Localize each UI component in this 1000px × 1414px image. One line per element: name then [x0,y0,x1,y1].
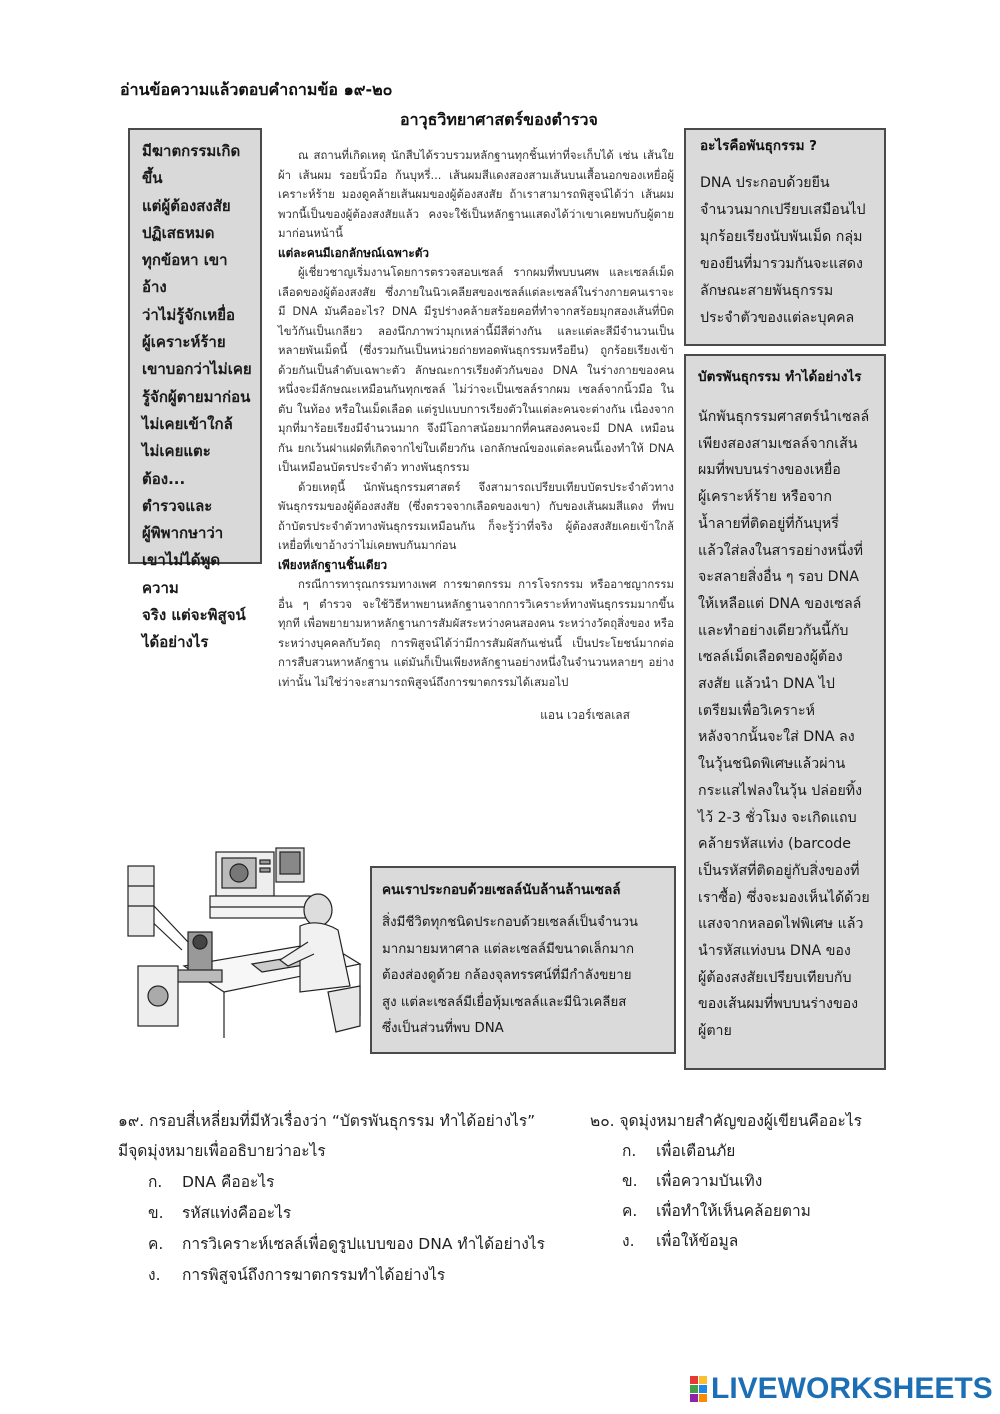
genetic-card-title: บัตรพันธุกรรม ทำได้อย่างไร [698,369,862,385]
genetic-card-box [684,354,886,1070]
left-box-line: รู้จักผู้ตายมาก่อน [142,387,251,406]
option-text: เพื่อความบันเทิง [656,1172,763,1190]
genetic-card-line: หลังจากนั้นจะใส่ DNA ลง [698,729,855,746]
article-author: แอน เวอร์เซลเลส [540,708,630,722]
question-19-stem: ๑๙. กรอบสี่เหลี่ยมที่มีหัวเรื่องว่า “บัตรพันธุกรรม ทำได้อย่างไร” [118,1112,536,1130]
genetic-card-line: เตรียมเพื่อวิเคราะห์ [698,702,815,719]
genetic-card-line: แสงจากหลอดไฟพิเศษ แล้ว [698,916,864,933]
genetic-card-line: ผู้ต้องสงสัยเปรียบเทียบกับ [698,969,852,986]
genetics-box-line: ของยีนที่มารวมกันจะแสดง [700,256,863,272]
genetics-box-line: มุกร้อยเรียงนับพันเม็ด กลุ่ม [700,229,863,245]
left-box-line: ตำรวจและ [142,496,213,515]
left-box-line: ไม่เคยแตะต้อง... [142,442,211,488]
scientist-illustration [124,846,368,1042]
option-text: เพื่อทำให้เห็นคล้อยตาม [656,1202,811,1220]
genetic-card-line: ในวุ้นชนิดพิเศษแล้วผ่าน [698,756,846,773]
left-box-line: ผู้พิพากษาว่า [142,524,224,543]
option-letter: ก. [148,1173,163,1191]
genetics-box-line: DNA ประกอบด้วยยีน [700,175,830,191]
option-letter: ง. [148,1266,161,1284]
genetic-card-line: เราซื้อ) ซึ่งจะมองเห็นได้ด้วย [698,889,870,906]
genetics-box-line: จำนวนมากเปรียบเสมือนไป [700,202,866,218]
option-text: รหัสแท่งคืออะไร [182,1204,292,1222]
cells-box-line: สูง แต่ละเซลล์มีเยื่อหุ้มเซลล์และมีนิวเคลียส [382,994,627,1010]
option-text: DNA คืออะไร [182,1173,275,1191]
article-paragraph: ผู้เชี่ยวชาญเริ่มงานโดยการตรวจสอบเซลล์ รากผมที่พบบนศพ และเซลล์เม็ดเลือดของผู้ต้องสงสัย ซึ่งภายในนิวเคลียสของเซลล์แต่ละเซลล์ในร่างกายคนเราจะมี DNA มันคืออะไร? DNA มีรูปร่างคล้ายสร้อยคอที่ทำจากสร้อยมุกสองเส้นที่บิดไขว้กันเป็นเกลียว ลองนึกภาพว่ามุกเหล่านี้มีสีต่างกัน และแต่ละสีมีจำนวนเป็นหลายพันเม็ดนี้ (ซึ่งรวมกันเป็นหน่วยถ่ายทอดพันธุกรรมหรือยีน) ถูกร้อยเรียงเข้าด้วยกันเป็นลำดับเฉพาะตัว ลักษณะการเรียงตัวกันของ DNA ในร่างกายของคนหนึ่งจะมีลักษณะเหมือนกันทุกเซลล์ ไม่ว่าจะเป็นเซลล์รากผม เซลล์จากนิ้วมือ ในตับ ในท้อง หรือในเม็ดเลือด แต่รูปแบบการเรียงตัวในแต่ละคนจะต่างกัน เนื่องจากมุกที่มาร้อยเรียงมีจำนวนมาก จึงมีโอกาสน้อยมากที่คนสองคนจะมี DNA เหมือนกัน ยกเว้นฝาแฝดที่เกิดจากไข่ใบเดียวกัน เอกลักษณ์ของแต่ละคนนี้เองทำให้ DNA เป็นเหมือนบัตรประจำตัว ทางพันธุกรรม [278,265,674,474]
genetic-card-line: สงสัย แล้วนำ DNA ไป [698,676,835,693]
option-text: เพื่อให้ข้อมูล [656,1232,739,1250]
left-box-line: จริง แต่จะพิสูจน์ [142,606,246,625]
question-19-stem-cont: มีจุดมุ่งหมายเพื่ออธิบายว่าอะไร [118,1142,326,1160]
genetics-box-line: ประจำตัวของแต่ละบุคคล [700,310,855,326]
option-item[interactable] [148,1198,578,1228]
article-paragraph: ณ สถานที่เกิดเหตุ นักสืบได้รวบรวมหลักฐานทุกชิ้นเท่าที่จะเก็บได้ เช่น เส้นใย ผ้า เส้นผม รอยนิ้วมือ ก้นบุหรี่... เส้นผมสีแดงสองสามเส้นบนเสื้อนอกของเหยื่อผู้เคราะห์ร้าย มองดูคล้ายเส้นผมของผู้ต้องสงสัย ถ้าเราสามารถพิสูจน์ได้ว่า เส้นผมพวกนี้เป็นของผู้ต้องสงสัยแล้ว คงจะใช้เป็นหลักฐานแสดงได้ว่าเขาเคยพบกับผู้ตายมาก่อนหน้านี้ [278,148,674,240]
genetic-card-line: ของเส้นผมที่พบบนร่างของ [698,996,859,1013]
genetics-box-title: อะไรคือพันธุกรรม ? [700,138,818,154]
left-box-line: เขาบอกว่าไม่เคย [142,360,252,379]
left-box-line: ได้อย่างไร [142,633,209,652]
option-item[interactable] [148,1229,578,1259]
option-item[interactable] [148,1167,578,1197]
genetic-card-line: คล้ายรหัสแท่ง (barcode [698,836,852,853]
option-letter: ค. [622,1202,638,1220]
article-subheading: แต่ละคนมีเอกลักษณ์เฉพาะตัว [278,245,430,260]
genetics-info-box [684,128,886,346]
left-box-line: ปฏิเสธหมด [142,223,215,242]
left-sidebar-box [128,128,262,652]
cells-box-line: ต้องส่องดูด้วย กล้องจุลทรรศน์ที่มีกำลังขยาย [382,968,632,983]
genetic-card-line: ให้เหลือแต่ DNA ของเซลล์ [698,595,862,612]
option-item[interactable] [622,1166,890,1196]
option-letter: ก. [622,1142,637,1160]
option-item[interactable] [148,1260,578,1290]
article-subheading: เพียงหลักฐานชิ้นเดียว [278,557,388,572]
option-text: การวิเคราะห์เซลล์เพื่อดูรูปแบบของ DNA ทำได้อย่างไร [182,1235,545,1253]
left-box-line: เขาไม่ได้พูดความ [142,551,221,597]
genetic-card-line: ไว้ 2-3 ชั่วโมง จะเกิดแถบ [698,809,857,826]
logo-text: LIVEWORKSHEETS [711,1372,993,1405]
left-box-line: ผู้เคราะห์ร้าย [142,333,226,352]
genetic-card-line: ผมที่พบบนร่างของเหยื่อ [698,462,841,479]
left-box-line: ว่าไม่รู้จักเหยื่อ [142,305,236,324]
genetic-card-line: ผู้เคราะห์ร้าย หรือจาก [698,489,832,506]
option-letter: ค. [148,1235,164,1253]
left-box-line: มีฆาตกรรมเกิดขึ้น [142,142,241,188]
left-box-line: แต่ผู้ต้องสงสัย [142,196,231,215]
left-box-line: ทุกข้อหา เขาอ้าง [142,251,228,297]
option-text: เพื่อเตือนภัย [656,1142,736,1160]
genetic-card-line: และทำอย่างเดียวกันนี้กับ [698,622,849,639]
option-text: การพิสูจน์ถึงการฆาตกรรมทำได้อย่างไร [182,1266,446,1284]
article-body [278,146,674,726]
question-19-options [118,1167,578,1290]
liveworksheets-logo [690,1372,993,1406]
option-letter: ข. [622,1172,638,1190]
left-box-line: ไม่เคยเข้าใกล้ [142,414,233,433]
genetic-card-line: นำรหัสแท่งบน DNA ของ [698,943,851,960]
option-item[interactable] [622,1196,890,1226]
genetics-box-line: ลักษณะสายพันธุกรรม [700,283,834,299]
option-item[interactable] [622,1136,890,1166]
cells-box-title: คนเราประกอบด้วยเซลล์นับล้านล้านเซลล์ [382,882,621,898]
genetic-card-line: เพียงสองสามเซลล์จากเส้น [698,435,858,452]
question-20-stem: ๒๐. จุดมุ่งหมายสำคัญของผู้เขียนคืออะไร [590,1112,862,1130]
cells-box-line: สิ่งมีชีวิตทุกชนิดประกอบด้วยเซลล์เป็นจำนวน [382,915,639,930]
option-item[interactable] [622,1226,890,1256]
question-19 [118,1106,578,1290]
cells-info-box [370,866,676,1054]
option-letter: ง. [622,1232,635,1250]
genetic-card-line: ผู้ตาย [698,1023,732,1040]
article-title: อาวุธวิทยาศาสตร์ของตำรวจ [400,110,598,129]
article-paragraph: กรณีการทารุณกรรมทางเพศ การฆาตกรรม การโจรกรรม หรืออาชญากรรมอื่น ๆ ตำรวจ จะใช้วิธีหาพยานหลักฐานจากการวิเคราะห์ทางพันธุกรรมมากขึ้นทุกที เพื่อพยายามหาหลักฐานการสัมผัสระหว่างคนสองคน ระหว่างวัตถุสิ่งของ หรือระหว่างบุคคลกับวัตถุ การพิสูจน์ได้ว่ามีการสัมผัสกันเช่นนี้ เป็นประโยชน์มากต่อการสืบสวนหาหลักฐาน แต่มันก็เป็นเพียงหลักฐานอย่างหนึ่งในจำนวนหลายๆ อย่างเท่านั้น ไม่ใช่ว่าจะสามารถพิสูจน์ถึงการฆาตกรรมได้เสมอไป [278,577,674,689]
genetic-card-line: น้ำลายที่ติดอยู่ที่ก้นบุหรี่ [698,515,839,532]
genetic-card-line: เป็นรหัสที่ติดอยู่กับสิ่งของที่ [698,862,860,879]
cells-box-line: มากมายมหาศาล แต่ละเซลล์มีขนาดเล็กมาก [382,941,635,957]
genetic-card-line: แล้วใส่ลงในสารอย่างหนึ่งที่ [698,542,863,559]
question-20-options [590,1136,890,1256]
genetic-card-line: เซลล์เม็ดเลือดของผู้ต้อง [698,649,843,666]
option-letter: ข. [148,1204,164,1222]
logo-blocks-icon [690,1376,707,1402]
cells-box-line: ซึ่งเป็นส่วนที่พบ DNA [382,1021,504,1036]
article-paragraph: ด้วยเหตุนี้ นักพันธุกรรมศาสตร์ จึงสามารถเปรียบเทียบบัตรประจำตัวทางพันธุกรรมของผู้ต้องสงสัย (ซึ่งตรวจจากเลือดของเขา) กับของเส้นผมสีแดง ที่พบ ถ้าบัตรประจำตัวทางพันธุกรรมเหมือนกัน ก็จะรู้ว่าที่จริง ผู้ต้องสงสัยเคยเข้าใกล้เหยื่อที่เขาอ้างว่าไม่เคยพบกันมาก่อน [278,479,674,552]
genetic-card-line: กระแสไฟลงในวุ้น ปล่อยทิ้ง [698,782,863,799]
genetic-card-line: นักพันธุกรรมศาสตร์นำเซลล์ [698,409,870,425]
instruction-text: อ่านข้อความแล้วตอบคำถามข้อ ๑๙-๒๐ [120,80,393,99]
question-20 [590,1106,890,1256]
genetic-card-line: จะสลายสิ่งอื่น ๆ รอบ DNA [698,569,859,586]
